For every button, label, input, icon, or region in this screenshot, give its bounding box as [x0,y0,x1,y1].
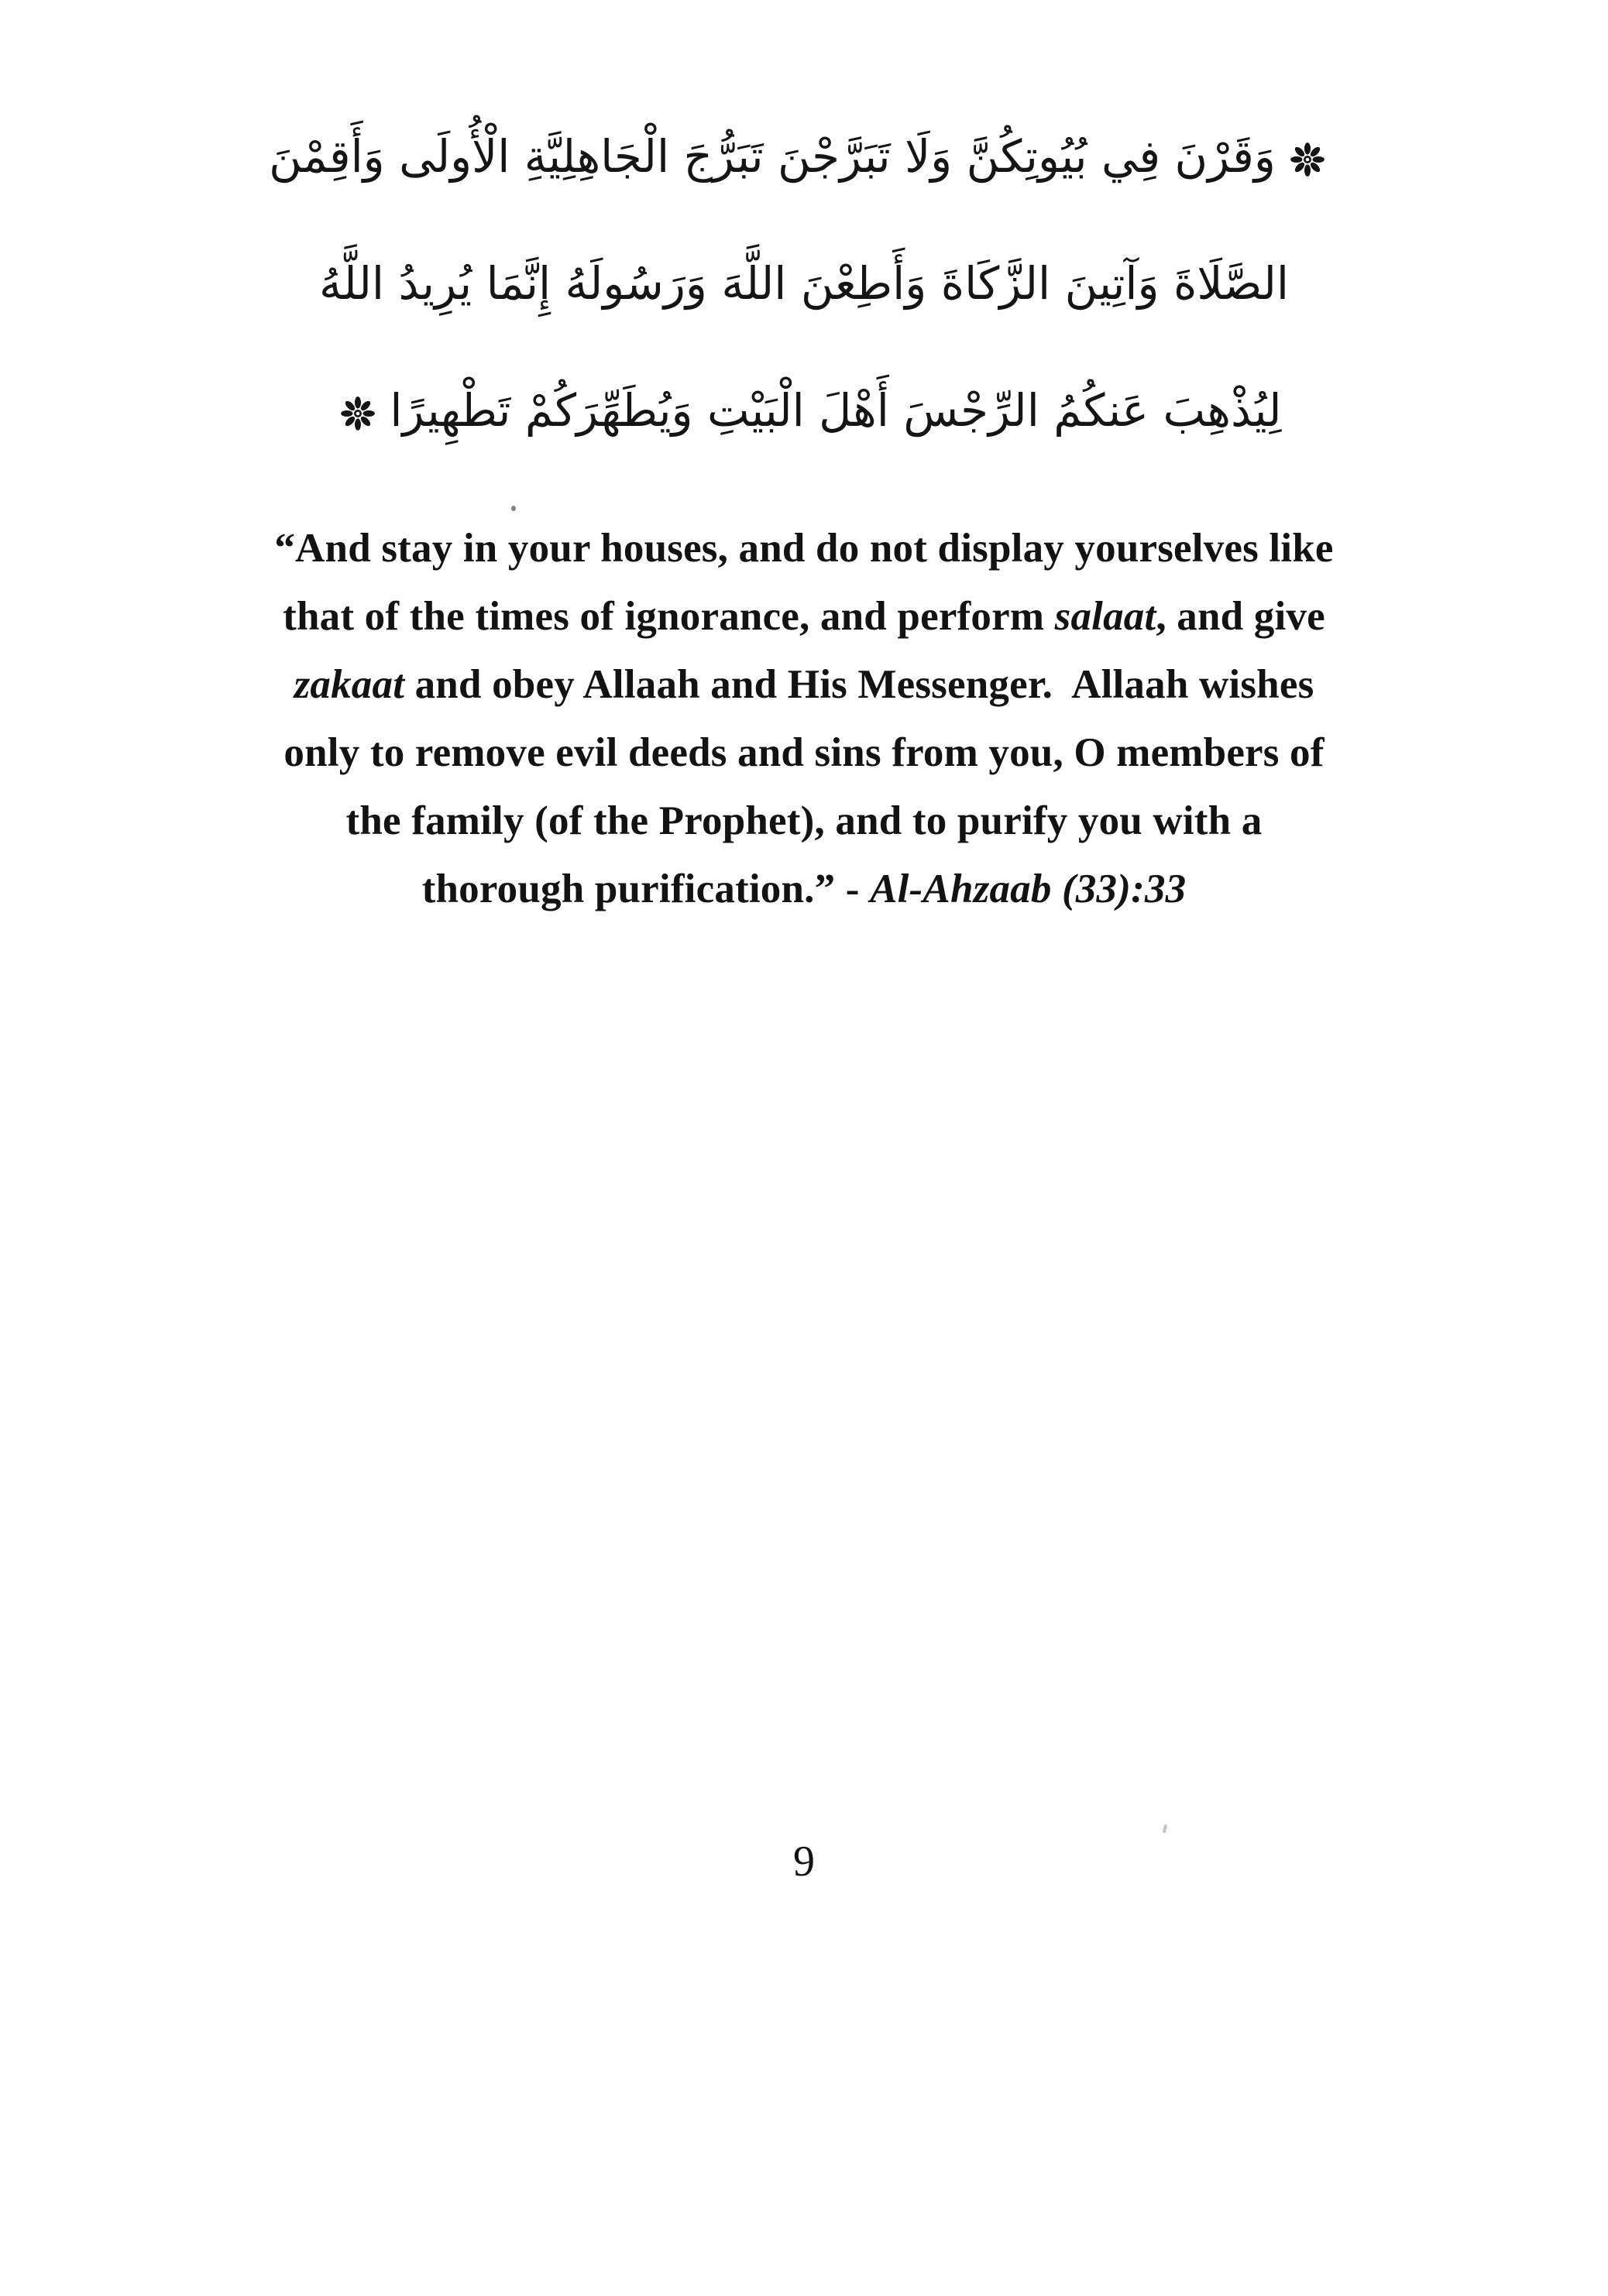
translation-line-6 [116,855,1492,923]
translation-block [116,514,1492,923]
quran-line-1 [46,93,1562,220]
scan-speck [1163,1824,1167,1834]
translation-segment: and obey Allaah and His Messenger. Allaah wishes [404,662,1314,707]
translation-segment: , and give [1156,594,1325,639]
quran-line-1-text: وَقَرْنَ فِي بُيُوتِكُنَّ وَلَا تَبَرَّجْنَ تَبَرُّجَ الْجَاهِلِيَّةِ الْأُولَى وَأَقِمْنَ [269,130,1276,183]
translation-segment: thorough purification.” - [421,867,871,911]
translation-segment: “And stay in your houses, and do not display yourselves like [274,526,1334,571]
page-number: 9 [793,1838,815,1886]
translation-line-5 [116,787,1492,855]
translation-line-4 [116,719,1492,787]
translation-line-1 [116,514,1492,582]
italic-term-salaat: salaat [1054,594,1156,639]
quran-line-2-text: الصَّلَاةَ وَآتِينَ الزَّكَاةَ وَأَطِعْنَ اللَّهَ وَرَسُولَهُ إِنَّمَا يُرِيدُ اللَّهُ [318,257,1290,310]
translation-segment: that of the times of ignorance, and perform [283,594,1055,639]
ayah-opening-rosette-icon [1290,142,1325,177]
quran-line-3-text: لِيُذْهِبَ عَنكُمُ الرِّجْسَ أَهْلَ الْبَيْتِ وَيُطَهِّرَكُمْ تَطْهِيرًا [390,384,1282,437]
translation-segment: only to remove evil deeds and sins from you, O members of [283,730,1325,775]
quran-line-3 [46,347,1562,474]
translation-line-2 [116,582,1492,650]
scan-speck [511,506,516,511]
translation-line-3 [116,650,1492,719]
translation-segment: the family (of the Prophet), and to purify you with a [345,798,1263,843]
source-reference: Al-Ahzaab (33):33 [870,867,1187,911]
quran-line-2 [46,220,1562,347]
quran-verse-block [46,93,1562,474]
ayah-closing-rosette-icon [340,396,376,431]
italic-term-zakaat: zakaat [294,662,405,707]
